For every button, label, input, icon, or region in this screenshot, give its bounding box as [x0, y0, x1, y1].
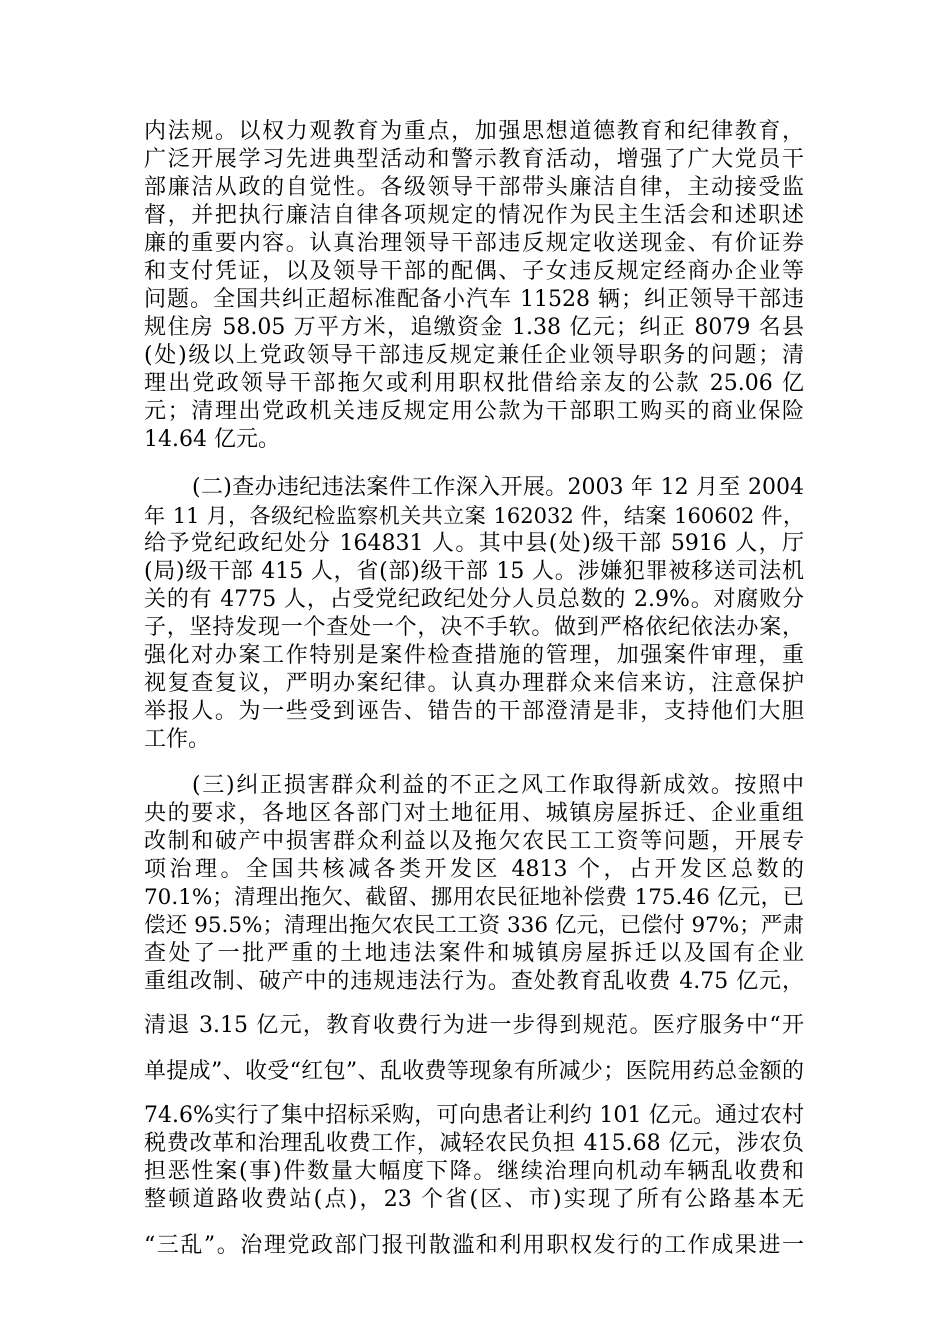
paragraph-1-line: (处)级以上党政领导干部违反规定兼任企业领导职务的问题；清	[144, 343, 804, 368]
paragraph-3-line: 单提成”、收受“红包”、乱收费等现象有所减少；医院用药总金额的	[144, 1059, 804, 1084]
paragraph-1-line: 14.64 亿元。	[144, 427, 280, 452]
paragraph-3-line: 担恶性案(事)件数量大幅度下降。继续治理向机动车辆乱收费和	[144, 1159, 804, 1184]
paragraph-3-line: 重组改制、破产中的违规违法行为。查处教育乱收费 4.75 亿元，	[144, 969, 804, 994]
paragraph-1-line: 广泛开展学习先进典型活动和警示教育活动，增强了广大党员干	[144, 147, 804, 172]
paragraph-2-line: (局)级干部 415 人，省(部)级干部 15 人。涉嫌犯罪被移送司法机	[144, 559, 804, 584]
paragraph-1-line: 元；清理出党政机关违反规定用公款为干部职工购买的商业保险	[144, 399, 804, 424]
paragraph-3-line: 改制和破产中损害群众利益以及拖欠农民工工资等问题，开展专	[144, 829, 804, 854]
paragraph-1-line: 内法规。以权力观教育为重点，加强思想道德教育和纪律教育，	[144, 119, 804, 144]
paragraph-1-line: 规住房 58.05 万平方米，追缴资金 1.38 亿元；纠正 8079 名县	[144, 315, 804, 340]
paragraph-3-line: 70.1%；清理出拖欠、截留、挪用农民征地补偿费 175.46 亿元，已	[144, 885, 804, 910]
paragraph-1-line: 廉的重要内容。认真治理领导干部违反规定收送现金、有价证券	[144, 231, 804, 256]
paragraph-3-line: 整顿道路收费站(点)，23 个省(区、市)实现了所有公路基本无	[144, 1187, 804, 1212]
paragraph-1-line: 理出党政领导干部拖欠或利用职权批借给亲友的公款 25.06 亿	[144, 371, 804, 396]
paragraph-3-line: 74.6%实行了集中招标采购，可向患者让利约 101 亿元。通过农村	[144, 1103, 804, 1128]
paragraph-1-line: 督，并把执行廉洁自律各项规定的情况作为民主生活会和述职述	[144, 203, 804, 228]
paragraph-2-line: 关的有 4775 人，占受党纪政纪处分人员总数的 2.9%。对腐败分	[144, 587, 804, 612]
paragraph-3-line: 偿还 95.5%；清理出拖欠农民工工资 336 亿元，已偿付 97%；严肃	[144, 913, 804, 938]
paragraph-3-line: (三)纠正损害群众利益的不正之风工作取得新成效。按照中	[192, 773, 804, 798]
paragraph-3-line: “三乱”。治理党政部门报刊散滥和利用职权发行的工作成果进一	[144, 1233, 804, 1258]
paragraph-1-line: 问题。全国共纠正超标准配备小汽车 11528 辆；纠正领导干部违	[144, 287, 804, 312]
paragraph-3-line: 项治理。全国共核减各类开发区 4813 个，占开发区总数的	[144, 857, 804, 882]
paragraph-3-line: 清退 3.15 亿元，教育收费行为进一步得到规范。医疗服务中“开	[144, 1013, 804, 1038]
paragraph-3-line: 税费改革和治理乱收费工作，减轻农民负担 415.68 亿元，涉农负	[144, 1131, 804, 1156]
paragraph-3-line: 央的要求，各地区各部门对土地征用、城镇房屋拆迁、企业重组	[144, 801, 804, 826]
paragraph-2-line: 强化对办案工作特别是案件检查措施的管理，加强案件审理，重	[144, 643, 804, 668]
paragraph-2-line: (二)查办违纪违法案件工作深入开展。2003 年 12 月至 2004	[192, 475, 804, 500]
paragraph-2-line: 年 11 月，各级纪检监察机关共立案 162032 件，结案 160602 件，	[144, 504, 804, 528]
paragraph-2-line: 子，坚持发现一个查处一个，决不手软。做到严格依纪依法办案，	[144, 615, 804, 640]
paragraph-3-line: 查处了一批严重的土地违法案件和城镇房屋拆迁以及国有企业	[144, 941, 804, 966]
paragraph-1-line: 部廉洁从政的自觉性。各级领导干部带头廉洁自律，主动接受监	[144, 175, 804, 200]
paragraph-1-line: 和支付凭证，以及领导干部的配偶、子女违反规定经商办企业等	[144, 259, 804, 284]
paragraph-2-line: 工作。	[144, 727, 211, 752]
paragraph-2-line: 视复查复议，严明办案纪律。认真办理群众来信来访，注意保护	[144, 671, 804, 696]
paragraph-2-line: 给予党纪政纪处分 164831 人。其中县(处)级干部 5916 人，厅	[144, 531, 804, 556]
paragraph-2-line: 举报人。为一些受到诬告、错告的干部澄清是非，支持他们大胆	[144, 699, 804, 724]
